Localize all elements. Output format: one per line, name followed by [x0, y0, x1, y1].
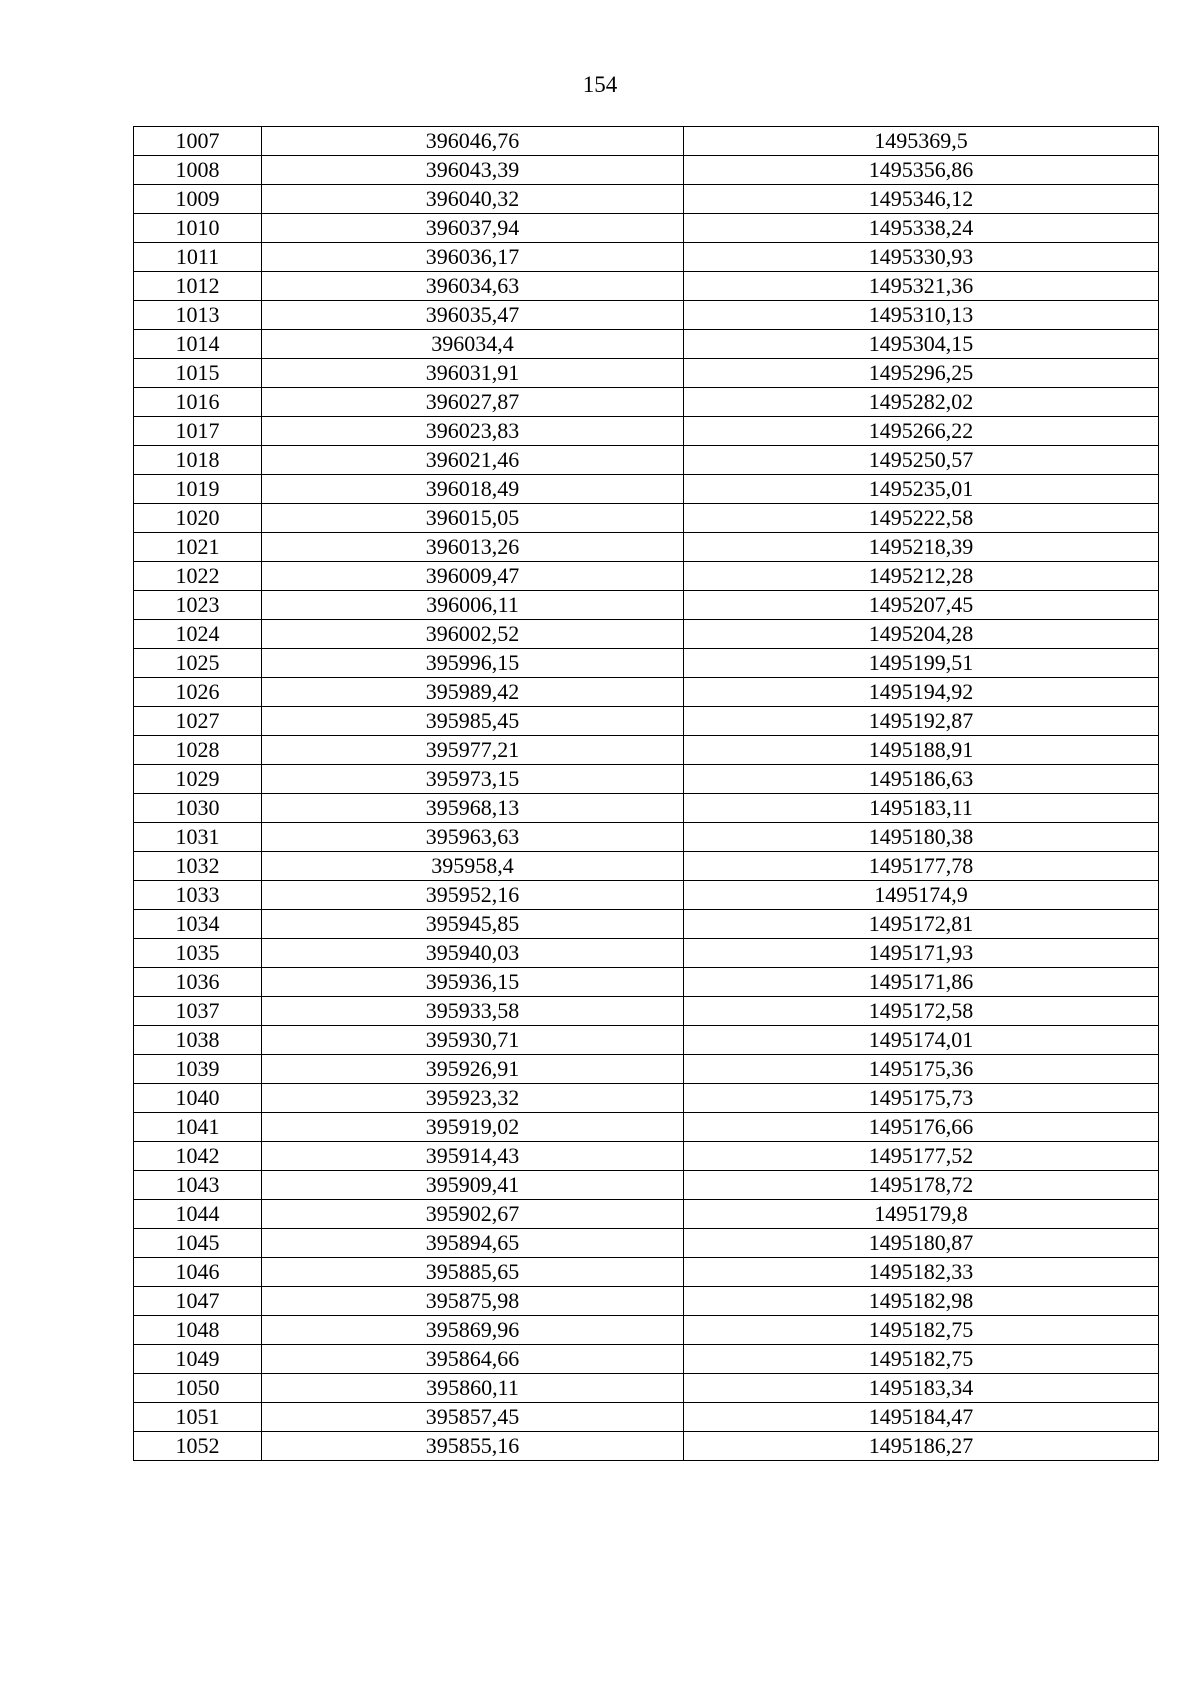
y-coordinate-cell: 1495304,15: [684, 330, 1159, 359]
point-number-cell: 1016: [134, 388, 262, 417]
table-row: [134, 475, 1159, 504]
x-coordinate-cell: 396036,17: [262, 243, 684, 272]
table-row: [134, 446, 1159, 475]
table-row: [134, 765, 1159, 794]
x-coordinate-cell: 396021,46: [262, 446, 684, 475]
x-coordinate-cell: 396034,4: [262, 330, 684, 359]
x-coordinate-cell: 395940,03: [262, 939, 684, 968]
x-coordinate-cell: 396006,11: [262, 591, 684, 620]
table-row: [134, 910, 1159, 939]
table-row: [134, 1403, 1159, 1432]
point-number-cell: 1047: [134, 1287, 262, 1316]
point-number-cell: 1009: [134, 185, 262, 214]
x-coordinate-cell: 395933,58: [262, 997, 684, 1026]
x-coordinate-cell: 395952,16: [262, 881, 684, 910]
y-coordinate-cell: 1495182,75: [684, 1345, 1159, 1374]
point-number-cell: 1026: [134, 678, 262, 707]
x-coordinate-cell: 396043,39: [262, 156, 684, 185]
table-row: [134, 939, 1159, 968]
table-row: [134, 156, 1159, 185]
x-coordinate-cell: 396046,76: [262, 127, 684, 156]
y-coordinate-cell: 1495192,87: [684, 707, 1159, 736]
table-row: [134, 272, 1159, 301]
y-coordinate-cell: 1495171,86: [684, 968, 1159, 997]
y-coordinate-cell: 1495174,01: [684, 1026, 1159, 1055]
table-row: [134, 881, 1159, 910]
y-coordinate-cell: 1495183,11: [684, 794, 1159, 823]
table-row: [134, 1084, 1159, 1113]
point-number-cell: 1024: [134, 620, 262, 649]
point-number-cell: 1028: [134, 736, 262, 765]
x-coordinate-cell: 395875,98: [262, 1287, 684, 1316]
point-number-cell: 1015: [134, 359, 262, 388]
x-coordinate-cell: 395919,02: [262, 1113, 684, 1142]
point-number-cell: 1037: [134, 997, 262, 1026]
y-coordinate-cell: 1495310,13: [684, 301, 1159, 330]
x-coordinate-cell: 396013,26: [262, 533, 684, 562]
point-number-cell: 1042: [134, 1142, 262, 1171]
point-number-cell: 1052: [134, 1432, 262, 1461]
y-coordinate-cell: 1495178,72: [684, 1171, 1159, 1200]
x-coordinate-cell: 396034,63: [262, 272, 684, 301]
x-coordinate-cell: 395909,41: [262, 1171, 684, 1200]
point-number-cell: 1032: [134, 852, 262, 881]
x-coordinate-cell: 396002,52: [262, 620, 684, 649]
point-number-cell: 1027: [134, 707, 262, 736]
point-number-cell: 1038: [134, 1026, 262, 1055]
x-coordinate-cell: 395885,65: [262, 1258, 684, 1287]
x-coordinate-cell: 395945,85: [262, 910, 684, 939]
point-number-cell: 1012: [134, 272, 262, 301]
point-number-cell: 1051: [134, 1403, 262, 1432]
y-coordinate-cell: 1495369,5: [684, 127, 1159, 156]
point-number-cell: 1017: [134, 417, 262, 446]
x-coordinate-cell: 396018,49: [262, 475, 684, 504]
table-row: [134, 997, 1159, 1026]
table-row: [134, 562, 1159, 591]
table-row: [134, 417, 1159, 446]
table-row: [134, 330, 1159, 359]
y-coordinate-cell: 1495182,75: [684, 1316, 1159, 1345]
y-coordinate-cell: 1495282,02: [684, 388, 1159, 417]
point-number-cell: 1030: [134, 794, 262, 823]
point-number-cell: 1039: [134, 1055, 262, 1084]
y-coordinate-cell: 1495174,9: [684, 881, 1159, 910]
table-row: [134, 678, 1159, 707]
y-coordinate-cell: 1495186,63: [684, 765, 1159, 794]
x-coordinate-cell: 396009,47: [262, 562, 684, 591]
coordinates-table-body: [134, 127, 1159, 1461]
table-row: [134, 823, 1159, 852]
table-row: [134, 852, 1159, 881]
x-coordinate-cell: 395857,45: [262, 1403, 684, 1432]
y-coordinate-cell: 1495218,39: [684, 533, 1159, 562]
x-coordinate-cell: 395926,91: [262, 1055, 684, 1084]
x-coordinate-cell: 395869,96: [262, 1316, 684, 1345]
point-number-cell: 1031: [134, 823, 262, 852]
y-coordinate-cell: 1495180,38: [684, 823, 1159, 852]
point-number-cell: 1018: [134, 446, 262, 475]
y-coordinate-cell: 1495172,81: [684, 910, 1159, 939]
point-number-cell: 1048: [134, 1316, 262, 1345]
page-number: 154: [582, 72, 618, 97]
x-coordinate-cell: 395894,65: [262, 1229, 684, 1258]
table-row: [134, 504, 1159, 533]
point-number-cell: 1040: [134, 1084, 262, 1113]
x-coordinate-cell: 396037,94: [262, 214, 684, 243]
table-row: [134, 1142, 1159, 1171]
point-number-cell: 1025: [134, 649, 262, 678]
y-coordinate-cell: 1495296,25: [684, 359, 1159, 388]
point-number-cell: 1010: [134, 214, 262, 243]
table-row: [134, 1374, 1159, 1403]
y-coordinate-cell: 1495338,24: [684, 214, 1159, 243]
x-coordinate-cell: 395930,71: [262, 1026, 684, 1055]
table-row: [134, 1287, 1159, 1316]
point-number-cell: 1045: [134, 1229, 262, 1258]
point-number-cell: 1035: [134, 939, 262, 968]
x-coordinate-cell: 395902,67: [262, 1200, 684, 1229]
coordinates-table: [133, 126, 1159, 1461]
y-coordinate-cell: 1495207,45: [684, 591, 1159, 620]
point-number-cell: 1021: [134, 533, 262, 562]
x-coordinate-cell: 395968,13: [262, 794, 684, 823]
table-row: [134, 214, 1159, 243]
table-row: [134, 301, 1159, 330]
x-coordinate-cell: 396040,32: [262, 185, 684, 214]
y-coordinate-cell: 1495175,73: [684, 1084, 1159, 1113]
table-row: [134, 1171, 1159, 1200]
point-number-cell: 1044: [134, 1200, 262, 1229]
x-coordinate-cell: 395989,42: [262, 678, 684, 707]
y-coordinate-cell: 1495212,28: [684, 562, 1159, 591]
y-coordinate-cell: 1495330,93: [684, 243, 1159, 272]
x-coordinate-cell: 396035,47: [262, 301, 684, 330]
table-row: [134, 736, 1159, 765]
point-number-cell: 1022: [134, 562, 262, 591]
table-row: [134, 185, 1159, 214]
x-coordinate-cell: 395923,32: [262, 1084, 684, 1113]
point-number-cell: 1020: [134, 504, 262, 533]
table-row: [134, 243, 1159, 272]
x-coordinate-cell: 395864,66: [262, 1345, 684, 1374]
point-number-cell: 1029: [134, 765, 262, 794]
point-number-cell: 1050: [134, 1374, 262, 1403]
x-coordinate-cell: 395914,43: [262, 1142, 684, 1171]
x-coordinate-cell: 395977,21: [262, 736, 684, 765]
point-number-cell: 1019: [134, 475, 262, 504]
point-number-cell: 1033: [134, 881, 262, 910]
x-coordinate-cell: 395860,11: [262, 1374, 684, 1403]
x-coordinate-cell: 395963,63: [262, 823, 684, 852]
point-number-cell: 1014: [134, 330, 262, 359]
table-row: [134, 1345, 1159, 1374]
y-coordinate-cell: 1495180,87: [684, 1229, 1159, 1258]
y-coordinate-cell: 1495186,27: [684, 1432, 1159, 1461]
table-row: [134, 1258, 1159, 1287]
y-coordinate-cell: 1495183,34: [684, 1374, 1159, 1403]
table-row: [134, 388, 1159, 417]
y-coordinate-cell: 1495172,58: [684, 997, 1159, 1026]
y-coordinate-cell: 1495176,66: [684, 1113, 1159, 1142]
table-row: [134, 1026, 1159, 1055]
y-coordinate-cell: 1495235,01: [684, 475, 1159, 504]
y-coordinate-cell: 1495194,92: [684, 678, 1159, 707]
y-coordinate-cell: 1495177,52: [684, 1142, 1159, 1171]
x-coordinate-cell: 396015,05: [262, 504, 684, 533]
x-coordinate-cell: 395936,15: [262, 968, 684, 997]
table-row: [134, 707, 1159, 736]
point-number-cell: 1023: [134, 591, 262, 620]
table-row: [134, 1055, 1159, 1084]
y-coordinate-cell: 1495182,33: [684, 1258, 1159, 1287]
y-coordinate-cell: 1495356,86: [684, 156, 1159, 185]
table-row: [134, 127, 1159, 156]
y-coordinate-cell: 1495177,78: [684, 852, 1159, 881]
point-number-cell: 1008: [134, 156, 262, 185]
y-coordinate-cell: 1495182,98: [684, 1287, 1159, 1316]
y-coordinate-cell: 1495171,93: [684, 939, 1159, 968]
point-number-cell: 1007: [134, 127, 262, 156]
y-coordinate-cell: 1495179,8: [684, 1200, 1159, 1229]
y-coordinate-cell: 1495222,58: [684, 504, 1159, 533]
y-coordinate-cell: 1495188,91: [684, 736, 1159, 765]
y-coordinate-cell: 1495346,12: [684, 185, 1159, 214]
table-row: [134, 794, 1159, 823]
point-number-cell: 1043: [134, 1171, 262, 1200]
y-coordinate-cell: 1495204,28: [684, 620, 1159, 649]
table-row: [134, 1432, 1159, 1461]
table-row: [134, 1229, 1159, 1258]
y-coordinate-cell: 1495184,47: [684, 1403, 1159, 1432]
x-coordinate-cell: 396031,91: [262, 359, 684, 388]
x-coordinate-cell: 395985,45: [262, 707, 684, 736]
y-coordinate-cell: 1495321,36: [684, 272, 1159, 301]
table-row: [134, 359, 1159, 388]
table-row: [134, 649, 1159, 678]
point-number-cell: 1013: [134, 301, 262, 330]
y-coordinate-cell: 1495250,57: [684, 446, 1159, 475]
y-coordinate-cell: 1495175,36: [684, 1055, 1159, 1084]
x-coordinate-cell: 395973,15: [262, 765, 684, 794]
table-row: [134, 620, 1159, 649]
table-row: [134, 968, 1159, 997]
x-coordinate-cell: 395855,16: [262, 1432, 684, 1461]
table-row: [134, 1316, 1159, 1345]
point-number-cell: 1036: [134, 968, 262, 997]
table-row: [134, 1200, 1159, 1229]
y-coordinate-cell: 1495266,22: [684, 417, 1159, 446]
x-coordinate-cell: 396027,87: [262, 388, 684, 417]
point-number-cell: 1041: [134, 1113, 262, 1142]
x-coordinate-cell: 396023,83: [262, 417, 684, 446]
x-coordinate-cell: 395996,15: [262, 649, 684, 678]
point-number-cell: 1049: [134, 1345, 262, 1374]
table-row: [134, 591, 1159, 620]
table-row: [134, 533, 1159, 562]
x-coordinate-cell: 395958,4: [262, 852, 684, 881]
point-number-cell: 1011: [134, 243, 262, 272]
table-row: [134, 1113, 1159, 1142]
point-number-cell: 1046: [134, 1258, 262, 1287]
point-number-cell: 1034: [134, 910, 262, 939]
y-coordinate-cell: 1495199,51: [684, 649, 1159, 678]
